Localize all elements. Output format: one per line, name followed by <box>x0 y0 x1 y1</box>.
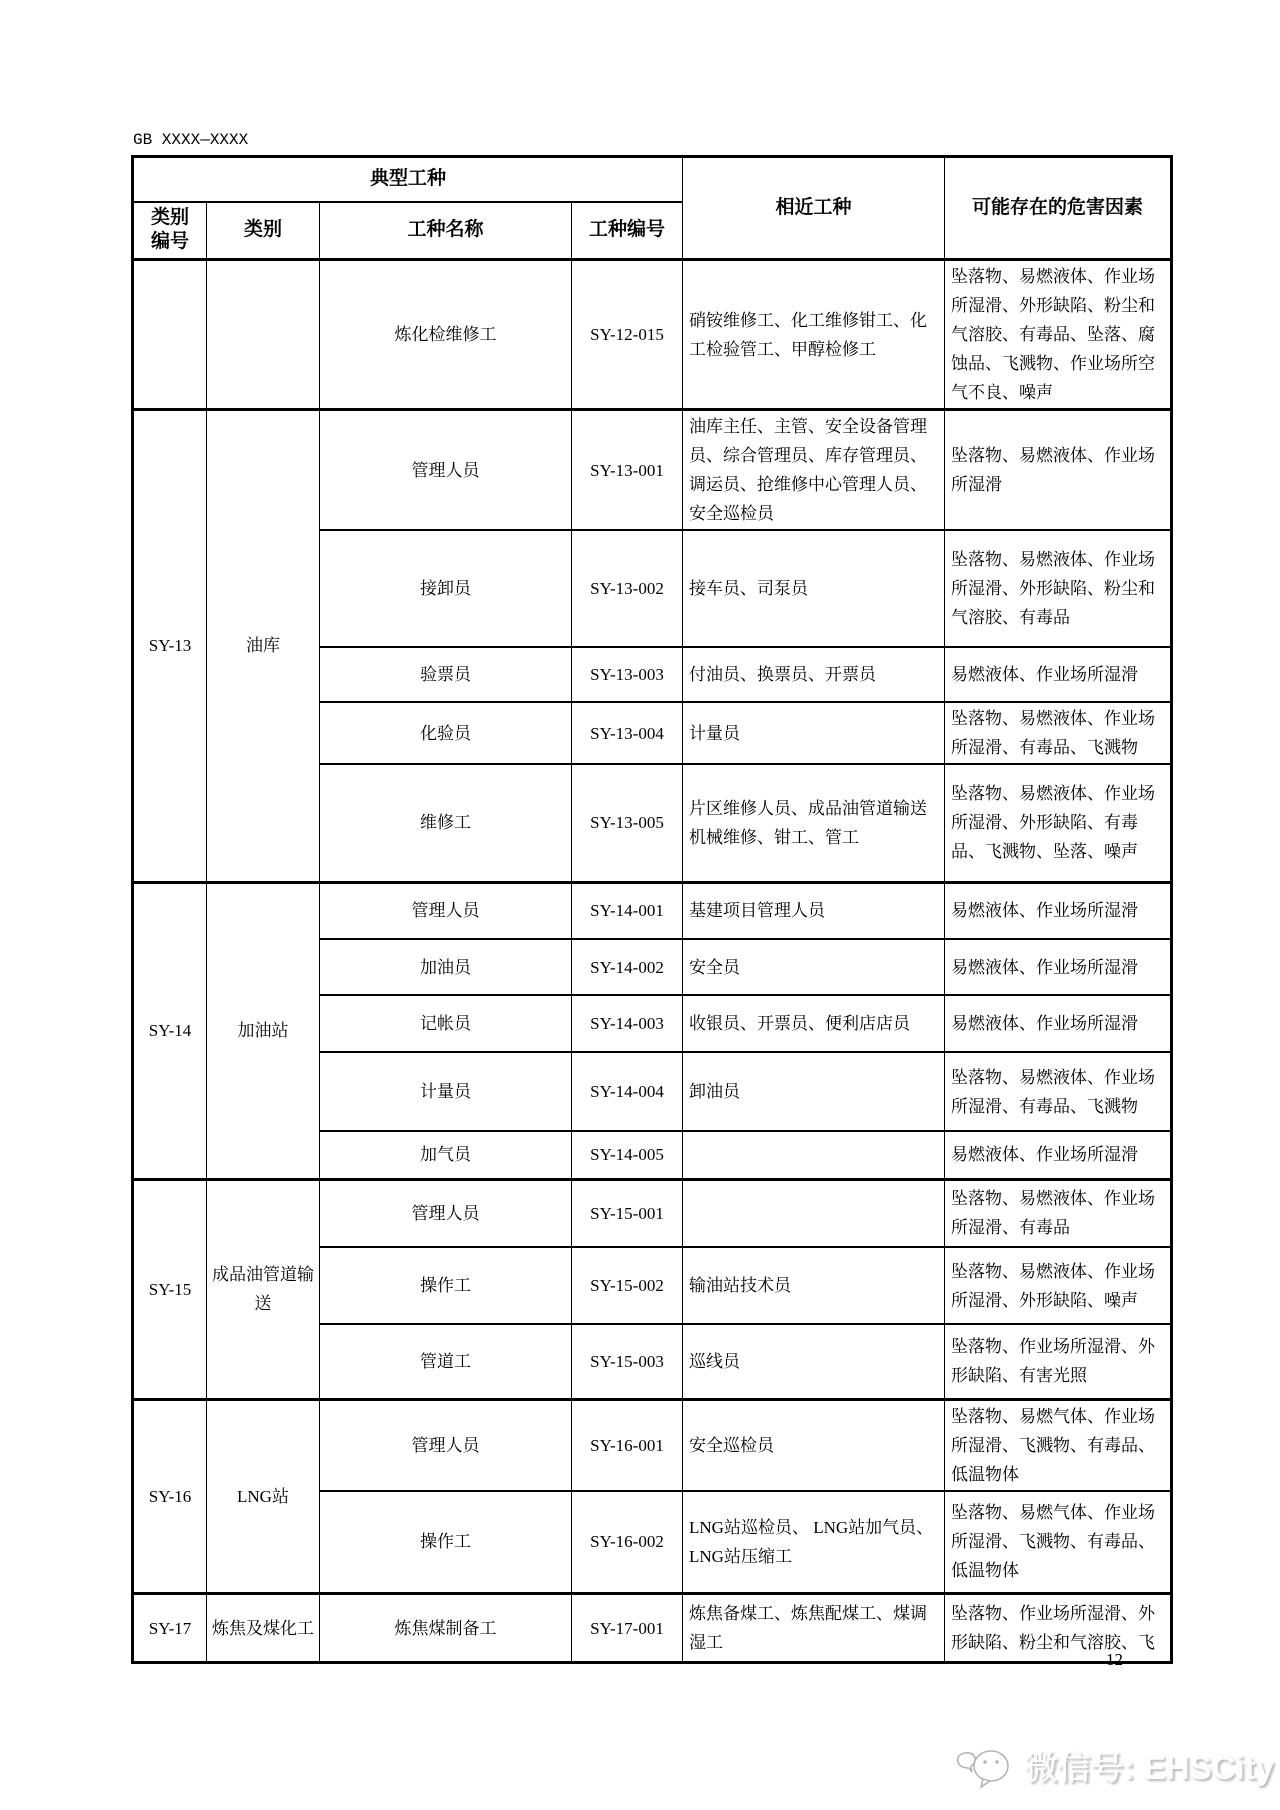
job-name-cell: 炼化检维修工 <box>320 260 572 410</box>
hazards-cell: 坠落物、易燃气体、作业场所湿滑、飞溅物、有毒品、低温物体 <box>945 1491 1172 1594</box>
page-number: 12 <box>1106 1650 1123 1669</box>
job-hazard-table <box>131 155 1173 1664</box>
job-name-cell: 操作工 <box>320 1247 572 1324</box>
similar-jobs-cell: 油库主任、主管、安全设备管理员、综合管理员、库存管理员、调运员、抢维修中心管理人员、安全巡检员 <box>683 410 945 531</box>
hazards-cell: 坠落物、易燃液体、作业场所湿滑、外形缺陷、噪声 <box>945 1247 1172 1324</box>
category-number-cell: SY-13 <box>133 410 207 883</box>
job-name-cell: 管理人员 <box>320 1179 572 1247</box>
job-name-cell: 管理人员 <box>320 1399 572 1491</box>
watermark-text: 微信号: EHSCity <box>1024 1748 1274 1786</box>
category-cell <box>207 260 320 410</box>
category-cell: LNG站 <box>207 1399 320 1594</box>
similar-jobs-cell <box>683 1179 945 1247</box>
category-cell: 成品油管道输送 <box>207 1179 320 1399</box>
job-code-cell: SY-15-003 <box>572 1324 683 1399</box>
similar-jobs-cell: 片区维修人员、成品油管道输送机械维修、钳工、管工 <box>683 764 945 882</box>
hazards-cell: 坠落物、易燃液体、作业场所湿滑、外形缺陷、有毒品、飞溅物、坠落、噪声 <box>945 764 1172 882</box>
category-cell: 炼焦及煤化工 <box>207 1594 320 1663</box>
category-number-cell: SY-15 <box>133 1179 207 1399</box>
similar-jobs-cell <box>683 1131 945 1179</box>
hazards-cell: 易燃液体、作业场所湿滑 <box>945 939 1172 995</box>
job-code-cell: SY-13-001 <box>572 410 683 531</box>
job-name-cell: 接卸员 <box>320 530 572 647</box>
job-code-cell: SY-14-002 <box>572 939 683 995</box>
doc-code-label: GB XXXX—XXXX <box>133 131 249 149</box>
hazards-cell: 易燃液体、作业场所湿滑 <box>945 995 1172 1052</box>
job-code-cell: SY-14-005 <box>572 1131 683 1179</box>
similar-jobs-cell: 安全员 <box>683 939 945 995</box>
job-name-cell: 验票员 <box>320 647 572 702</box>
job-code-cell: SY-16-001 <box>572 1399 683 1491</box>
job-name-cell: 维修工 <box>320 764 572 882</box>
similar-jobs-cell: 硝铵维修工、化工维修钳工、化工检验管工、甲醇检修工 <box>683 260 945 410</box>
job-name-cell: 管道工 <box>320 1324 572 1399</box>
job-name-cell: 记帐员 <box>320 995 572 1052</box>
header-job-code: 工种编号 <box>572 202 683 260</box>
header-hazards: 可能存在的危害因素 <box>945 157 1172 260</box>
wechat-icon <box>955 1740 1017 1790</box>
category-number-cell: SY-16 <box>133 1399 207 1594</box>
hazards-cell: 坠落物、易燃液体、作业场所湿滑 <box>945 410 1172 531</box>
similar-jobs-cell: 接车员、司泵员 <box>683 530 945 647</box>
job-name-cell: 管理人员 <box>320 410 572 531</box>
category-cell: 加油站 <box>207 882 320 1179</box>
category-number-cell <box>133 260 207 410</box>
similar-jobs-cell: LNG站巡检员、 LNG站加气员、LNG站压缩工 <box>683 1491 945 1594</box>
hazards-cell: 坠落物、易燃液体、作业场所湿滑、有毒品 <box>945 1179 1172 1247</box>
similar-jobs-cell: 安全巡检员 <box>683 1399 945 1491</box>
hazards-cell: 易燃液体、作业场所湿滑 <box>945 647 1172 702</box>
hazards-cell: 坠落物、易燃气体、作业场所湿滑、飞溅物、有毒品、低温物体 <box>945 1399 1172 1491</box>
similar-jobs-cell: 计量员 <box>683 702 945 764</box>
job-name-cell: 计量员 <box>320 1052 572 1131</box>
job-code-cell: SY-17-001 <box>572 1594 683 1663</box>
job-code-cell: SY-15-001 <box>572 1179 683 1247</box>
hazards-cell: 坠落物、作业场所湿滑、外形缺陷、有害光照 <box>945 1324 1172 1399</box>
hazards-cell: 坠落物、易燃液体、作业场所湿滑、有毒品、飞溅物 <box>945 1052 1172 1131</box>
category-number-cell: SY-14 <box>133 882 207 1179</box>
table-row <box>133 1179 1172 1247</box>
job-code-cell: SY-14-003 <box>572 995 683 1052</box>
job-code-cell: SY-13-005 <box>572 764 683 882</box>
job-code-cell: SY-13-003 <box>572 647 683 702</box>
table-row <box>133 882 1172 939</box>
table-row <box>133 1399 1172 1491</box>
category-cell: 油库 <box>207 410 320 883</box>
hazards-cell: 坠落物、易燃液体、作业场所湿滑、有毒品、飞溅物 <box>945 702 1172 764</box>
similar-jobs-cell: 付油员、换票员、开票员 <box>683 647 945 702</box>
job-code-cell: SY-15-002 <box>572 1247 683 1324</box>
job-code-cell: SY-13-004 <box>572 702 683 764</box>
job-name-cell: 加油员 <box>320 939 572 995</box>
job-code-cell: SY-14-001 <box>572 882 683 939</box>
watermark <box>955 1740 1274 1790</box>
similar-jobs-cell: 收银员、开票员、便利店店员 <box>683 995 945 1052</box>
hazards-cell: 坠落物、易燃液体、作业场所湿滑、外形缺陷、粉尘和气溶胶、有毒品、坠落、腐蚀品、飞溅物、作业场所空气不良、噪声 <box>945 260 1172 410</box>
hazards-cell: 坠落物、作业场所湿滑、外形缺陷、粉尘和气溶胶、飞 <box>945 1594 1172 1663</box>
hazards-cell: 易燃液体、作业场所湿滑 <box>945 882 1172 939</box>
table-row <box>133 410 1172 531</box>
similar-jobs-cell: 基建项目管理人员 <box>683 882 945 939</box>
similar-jobs-cell: 炼焦备煤工、炼焦配煤工、煤调湿工 <box>683 1594 945 1663</box>
similar-jobs-cell: 输油站技术员 <box>683 1247 945 1324</box>
job-code-cell: SY-14-004 <box>572 1052 683 1131</box>
table-row <box>133 260 1172 410</box>
job-code-cell: SY-13-002 <box>572 530 683 647</box>
header-similar-jobs: 相近工种 <box>683 157 945 260</box>
job-name-cell: 化验员 <box>320 702 572 764</box>
table-header <box>133 157 1172 260</box>
job-name-cell: 管理人员 <box>320 882 572 939</box>
header-job-name: 工种名称 <box>320 202 572 260</box>
header-category-number: 类别编号 <box>133 202 207 260</box>
job-code-cell: SY-16-002 <box>572 1491 683 1594</box>
job-code-cell: SY-12-015 <box>572 260 683 410</box>
hazards-cell: 坠落物、易燃液体、作业场所湿滑、外形缺陷、粉尘和气溶胶、有毒品 <box>945 530 1172 647</box>
similar-jobs-cell: 巡线员 <box>683 1324 945 1399</box>
job-name-cell: 加气员 <box>320 1131 572 1179</box>
job-name-cell: 操作工 <box>320 1491 572 1594</box>
job-name-cell: 炼焦煤制备工 <box>320 1594 572 1663</box>
header-row-1 <box>133 157 1172 202</box>
category-number-cell: SY-17 <box>133 1594 207 1663</box>
table-body <box>133 260 1172 1663</box>
similar-jobs-cell: 卸油员 <box>683 1052 945 1131</box>
hazards-cell: 易燃液体、作业场所湿滑 <box>945 1131 1172 1179</box>
table-row <box>133 1594 1172 1663</box>
header-category: 类别 <box>207 202 320 260</box>
header-typical-jobs: 典型工种 <box>133 157 683 202</box>
